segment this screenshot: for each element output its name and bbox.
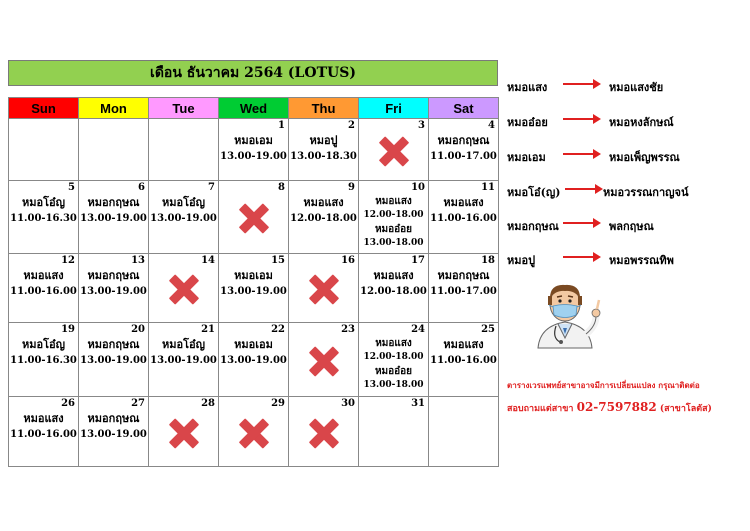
- day-cell: [79, 323, 149, 397]
- day-cell: [359, 181, 429, 254]
- shift-time: 13.00-19.00: [220, 286, 287, 297]
- day-cell: [219, 323, 289, 397]
- day-number: 21: [201, 324, 215, 335]
- day-number: 11: [481, 182, 495, 193]
- doctor-name: หมอแสง: [23, 412, 64, 425]
- weekday-header-sat: Sat: [429, 98, 499, 119]
- day-cell: [79, 397, 149, 467]
- day-number: 15: [271, 255, 285, 266]
- day-number: 26: [61, 398, 75, 409]
- doctor-name: หมอแสง: [373, 269, 414, 282]
- day-cell: [79, 119, 149, 181]
- legend-short-name: หมอปู: [507, 254, 536, 267]
- day-number: 17: [411, 255, 425, 266]
- day-cell: [359, 119, 429, 181]
- day-cell: [149, 323, 219, 397]
- doctor-name: หมอแสง: [443, 196, 484, 209]
- doctor-name: หมออ๋อย: [374, 224, 413, 235]
- legend-full-name: พลกฤษณ: [609, 220, 654, 233]
- right-arrow-icon: [563, 215, 603, 231]
- doctor-name: หมอกฤษณ: [87, 338, 140, 351]
- legend-short-name: หมอเอม: [507, 151, 546, 164]
- day-cell: [289, 323, 359, 397]
- week-row: [9, 254, 499, 323]
- weekday-header-mon: Mon: [79, 98, 149, 119]
- weekday-header-row: [9, 98, 499, 119]
- day-cell: [429, 323, 499, 397]
- day-cell: [149, 397, 219, 467]
- doctor-name: หมอแสง: [303, 196, 344, 209]
- day-number: 30: [341, 398, 355, 409]
- shift-time: 13.00-18.00: [363, 238, 424, 248]
- schedule-note-line2: [507, 400, 712, 415]
- branch-phone: 02-7597882: [576, 400, 657, 414]
- day-number: 16: [341, 255, 355, 266]
- day-cell: [9, 119, 79, 181]
- closed-x-icon: [309, 274, 339, 304]
- shift-time: 11.00-16.00: [10, 286, 77, 297]
- shift-time: 13.00-19.00: [150, 213, 217, 224]
- shift-time: 13.00-18.00: [363, 380, 424, 390]
- closed-x-icon: [239, 203, 269, 233]
- calendar-title-text: เดือน ธันวาคม 2564 (LOTUS): [150, 65, 356, 81]
- shift-time: 11.00-17.00: [430, 151, 497, 162]
- day-cell: [429, 181, 499, 254]
- shift-time: 12.00-18.00: [363, 210, 424, 220]
- day-number: 9: [348, 182, 355, 193]
- weekday-header-fri: Fri: [359, 98, 429, 119]
- day-number: 12: [61, 255, 75, 266]
- day-cell: [429, 397, 499, 467]
- day-cell: [219, 397, 289, 467]
- legend-full-name: หมอหงลักษณ์: [609, 116, 674, 129]
- legend-short-name: หมอกฤษณ: [507, 220, 559, 233]
- day-cell: [219, 119, 289, 181]
- shift-time: 11.00-16.00: [430, 355, 497, 366]
- shift-time: 13.00-19.00: [220, 355, 287, 366]
- note-text-2: สอบถามแต่สาขา: [507, 404, 577, 414]
- day-cell: [9, 254, 79, 323]
- shift-time: 12.00-18.00: [360, 286, 427, 297]
- day-number: 1: [278, 120, 285, 131]
- weekday-header-wed: Wed: [219, 98, 289, 119]
- day-number: 3: [418, 120, 425, 131]
- day-cell: [359, 254, 429, 323]
- doctor-name: หมอโอ๋ญ: [162, 196, 205, 209]
- note-text-3: (สาขาโลตัส): [656, 404, 712, 414]
- schedule-calendar: [8, 97, 499, 467]
- doctor-name: หมอแสง: [375, 196, 412, 207]
- day-number: 28: [201, 398, 215, 409]
- shift-time: 11.00-16.00: [430, 213, 497, 224]
- day-number: 27: [131, 398, 145, 409]
- closed-x-icon: [169, 418, 199, 448]
- week-row: [9, 181, 499, 254]
- day-cell: [149, 181, 219, 254]
- closed-x-icon: [309, 346, 339, 376]
- day-number: 6: [138, 182, 145, 193]
- day-cell: [9, 181, 79, 254]
- legend-full-name: หมอเพ็ญพรรณ: [609, 151, 680, 164]
- weekday-header-thu: Thu: [289, 98, 359, 119]
- doctor-name: หมอแสง: [443, 338, 484, 351]
- legend-full-name: หมอพรรณทิพ: [609, 254, 674, 267]
- shift-time: 11.00-17.00: [430, 286, 497, 297]
- shift-time: 13.00-19.00: [80, 286, 147, 297]
- day-number: 8: [278, 182, 285, 193]
- shift-time: 11.00-16.00: [10, 429, 77, 440]
- shift-time: 11.00-16.30: [10, 213, 77, 224]
- day-number: 31: [411, 398, 425, 409]
- day-cell: [219, 254, 289, 323]
- doctor-name: หมอเอม: [234, 269, 273, 282]
- day-number: 24: [411, 324, 425, 335]
- day-number: 5: [68, 182, 75, 193]
- note-text-1: ตารางเวรแพทย์สาขาอาจมีการเปลี่ยนแปลง กรุณาติดต่อ: [507, 380, 700, 390]
- day-number: 29: [271, 398, 285, 409]
- doctor-name: หมอกฤษณ: [87, 269, 140, 282]
- legend-full-name: หมอวรรณกาญจน์: [603, 186, 689, 199]
- shift-time: 12.00-18.00: [363, 352, 424, 362]
- day-cell: [289, 254, 359, 323]
- doctor-name: หมอโอ๋ญ: [22, 196, 65, 209]
- right-arrow-icon: [563, 111, 603, 127]
- day-cell: [9, 397, 79, 467]
- shift-time: 12.00-18.00: [290, 213, 357, 224]
- day-number: 25: [481, 324, 495, 335]
- right-arrow-icon: [563, 249, 603, 265]
- day-cell: [429, 119, 499, 181]
- weekday-header-tue: Tue: [149, 98, 219, 119]
- day-cell: [289, 397, 359, 467]
- day-number: 18: [481, 255, 495, 266]
- day-number: 14: [201, 255, 215, 266]
- right-arrow-icon: [565, 181, 605, 197]
- week-row: [9, 323, 499, 397]
- doctor-name: หมอโอ๋ญ: [22, 338, 65, 351]
- calendar-title: [8, 60, 498, 86]
- shift-time: 13.00-19.00: [80, 213, 147, 224]
- week-row: [9, 119, 499, 181]
- day-cell: [359, 323, 429, 397]
- schedule-note-line1: [507, 379, 700, 392]
- shift-time: 13.00-18.30: [290, 151, 357, 162]
- doctor-name: หมอกฤษณ: [437, 269, 490, 282]
- closed-x-icon: [169, 274, 199, 304]
- day-cell: [79, 254, 149, 323]
- day-cell: [429, 254, 499, 323]
- shift-time: 13.00-19.00: [80, 355, 147, 366]
- day-number: 22: [271, 324, 285, 335]
- calendar-body: [9, 119, 499, 467]
- doctor-name: หมอกฤษณ: [87, 196, 140, 209]
- day-number: 10: [411, 182, 425, 193]
- shift-time: 13.00-19.00: [150, 355, 217, 366]
- closed-x-icon: [239, 418, 269, 448]
- doctor-name: หมอแสง: [375, 338, 412, 349]
- legend-short-name: หมอแสง: [507, 81, 548, 94]
- day-cell: [9, 323, 79, 397]
- shift-time: 11.00-16.30: [10, 355, 77, 366]
- day-number: 2: [348, 120, 355, 131]
- day-cell: [149, 119, 219, 181]
- day-number: 13: [131, 255, 145, 266]
- doctor-name: หมอกฤษณ: [87, 412, 140, 425]
- shift-time: 13.00-19.00: [220, 151, 287, 162]
- doctor-name: หมอโอ๋ญ: [162, 338, 205, 351]
- day-number: 7: [208, 182, 215, 193]
- closed-x-icon: [379, 136, 409, 166]
- day-number: 19: [61, 324, 75, 335]
- legend-short-name: หมออ๋อย: [507, 116, 548, 129]
- legend-short-name: หมอโอ๋(ญ): [507, 186, 561, 199]
- day-cell: [149, 254, 219, 323]
- day-cell: [219, 181, 289, 254]
- day-number: 20: [131, 324, 145, 335]
- doctor-name: หมอเอม: [234, 338, 273, 351]
- doctor-name: หมอแสง: [23, 269, 64, 282]
- week-row: [9, 397, 499, 467]
- weekday-header-sun: Sun: [9, 98, 79, 119]
- right-arrow-icon: [563, 76, 603, 92]
- day-cell: [79, 181, 149, 254]
- day-cell: [359, 397, 429, 467]
- day-number: 4: [488, 120, 495, 131]
- right-arrow-icon: [563, 146, 603, 162]
- day-number: 23: [341, 324, 355, 335]
- doctor-name: หมออ๋อย: [374, 366, 413, 377]
- closed-x-icon: [309, 418, 339, 448]
- day-cell: [289, 181, 359, 254]
- doctor-name: หมอกฤษณ: [437, 134, 490, 147]
- doctor-name: หมอปู: [309, 134, 338, 147]
- doctor-name: หมอเอม: [234, 134, 273, 147]
- legend-full-name: หมอแสงชัย: [609, 81, 664, 94]
- doctor-illustration: [524, 278, 606, 354]
- shift-time: 13.00-19.00: [80, 429, 147, 440]
- day-cell: [289, 119, 359, 181]
